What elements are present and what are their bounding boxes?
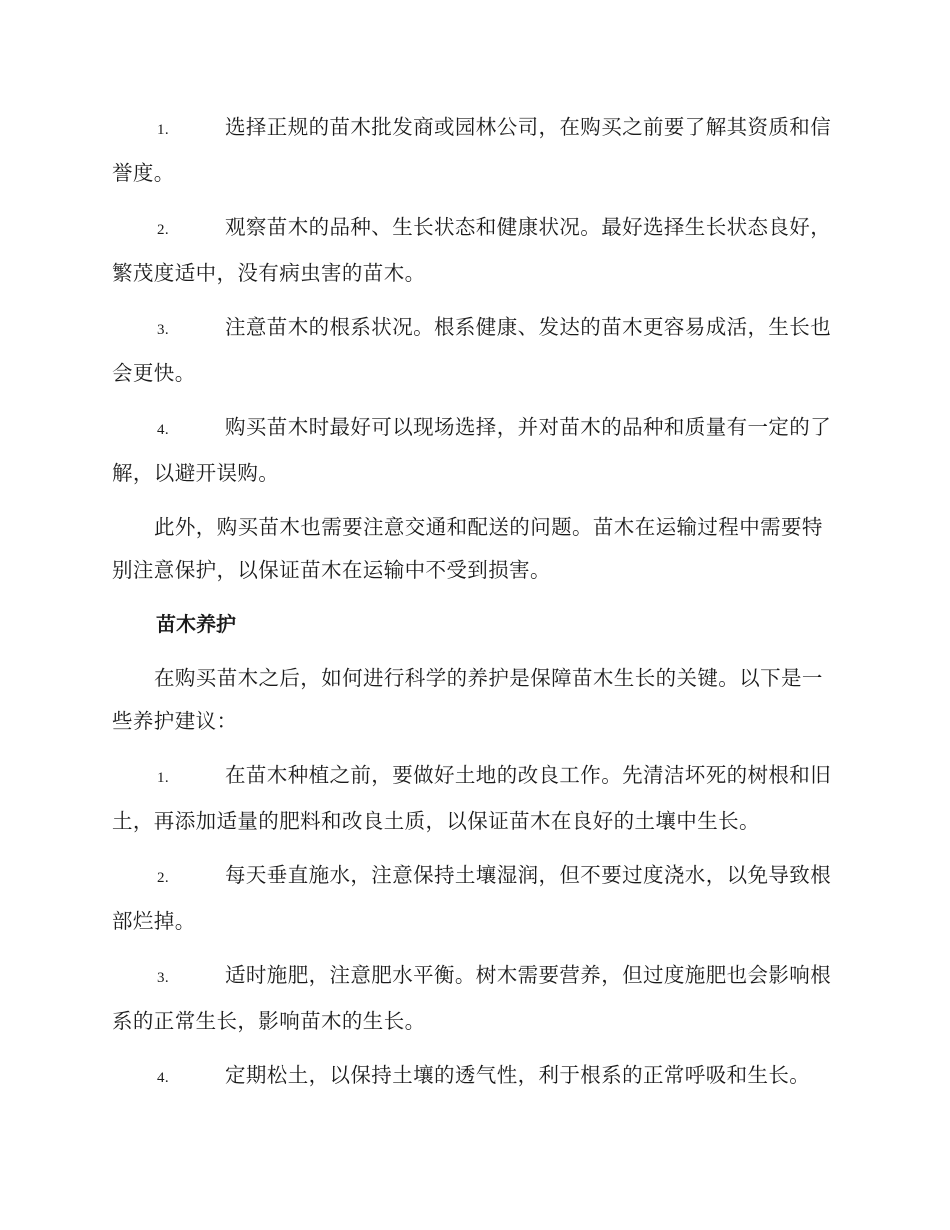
list-item <box>112 854 834 943</box>
paragraph-care-intro: 在购买苗木之后，如何进行科学的养护是保障苗木生长的关键。以下是一些养护建议： <box>112 666 823 733</box>
section-heading: 苗木养护 <box>156 612 236 636</box>
list-number: 1. <box>157 770 170 786</box>
list-item-text: 注意苗木的根系状况。根系健康、发达的苗木更容易成活，生长也会更快。 <box>112 315 832 385</box>
paragraph-transport: 此外，购买苗木也需要注意交通和配送的问题。苗木在运输过程中需要特别注意保护，以保证苗木在运输中不受到损害。 <box>112 515 823 582</box>
list-item <box>112 1054 834 1100</box>
list-item-text: 适时施肥，注意肥水平衡。树木需要营养，但过度施肥也会影响根系的正常生长，影响苗木的生长。 <box>112 963 832 1033</box>
list-item-text: 定期松土，以保持土壤的透气性，利于根系的正常呼吸和生长。 <box>225 1063 811 1087</box>
list-item <box>112 206 834 295</box>
list-number: 1. <box>157 122 170 138</box>
list-number: 3. <box>157 970 170 986</box>
list-item-text: 在苗木种植之前，要做好土地的改良工作。先清洁坏死的树根和旧土，再添加适量的肥料和改良土质，以保证苗木在良好的土壤中生长。 <box>112 763 832 833</box>
list-number: 4. <box>157 1070 170 1086</box>
list-item <box>112 754 834 843</box>
list-item <box>112 106 834 195</box>
list-number: 2. <box>157 222 170 238</box>
list-item <box>112 406 834 495</box>
document-page <box>112 106 834 1111</box>
list-item-text: 选择正规的苗木批发商或园林公司，在购买之前要了解其资质和信誉度。 <box>112 115 832 185</box>
list-item-text: 购买苗木时最好可以现场选择，并对苗木的品种和质量有一定的了解，以避开误购。 <box>112 415 832 485</box>
list-item <box>112 306 834 395</box>
list-item-text: 观察苗木的品种、生长状态和健康状况。最好选择生长状态良好，繁茂度适中，没有病虫害的苗木。 <box>112 215 832 285</box>
list-item <box>112 954 834 1043</box>
list-number: 3. <box>157 322 170 338</box>
list-number: 4. <box>157 422 170 438</box>
list-item-text: 每天垂直施水，注意保持土壤湿润，但不要过度浇水，以免导致根部烂掉。 <box>112 863 832 933</box>
list-number: 2. <box>157 870 170 886</box>
